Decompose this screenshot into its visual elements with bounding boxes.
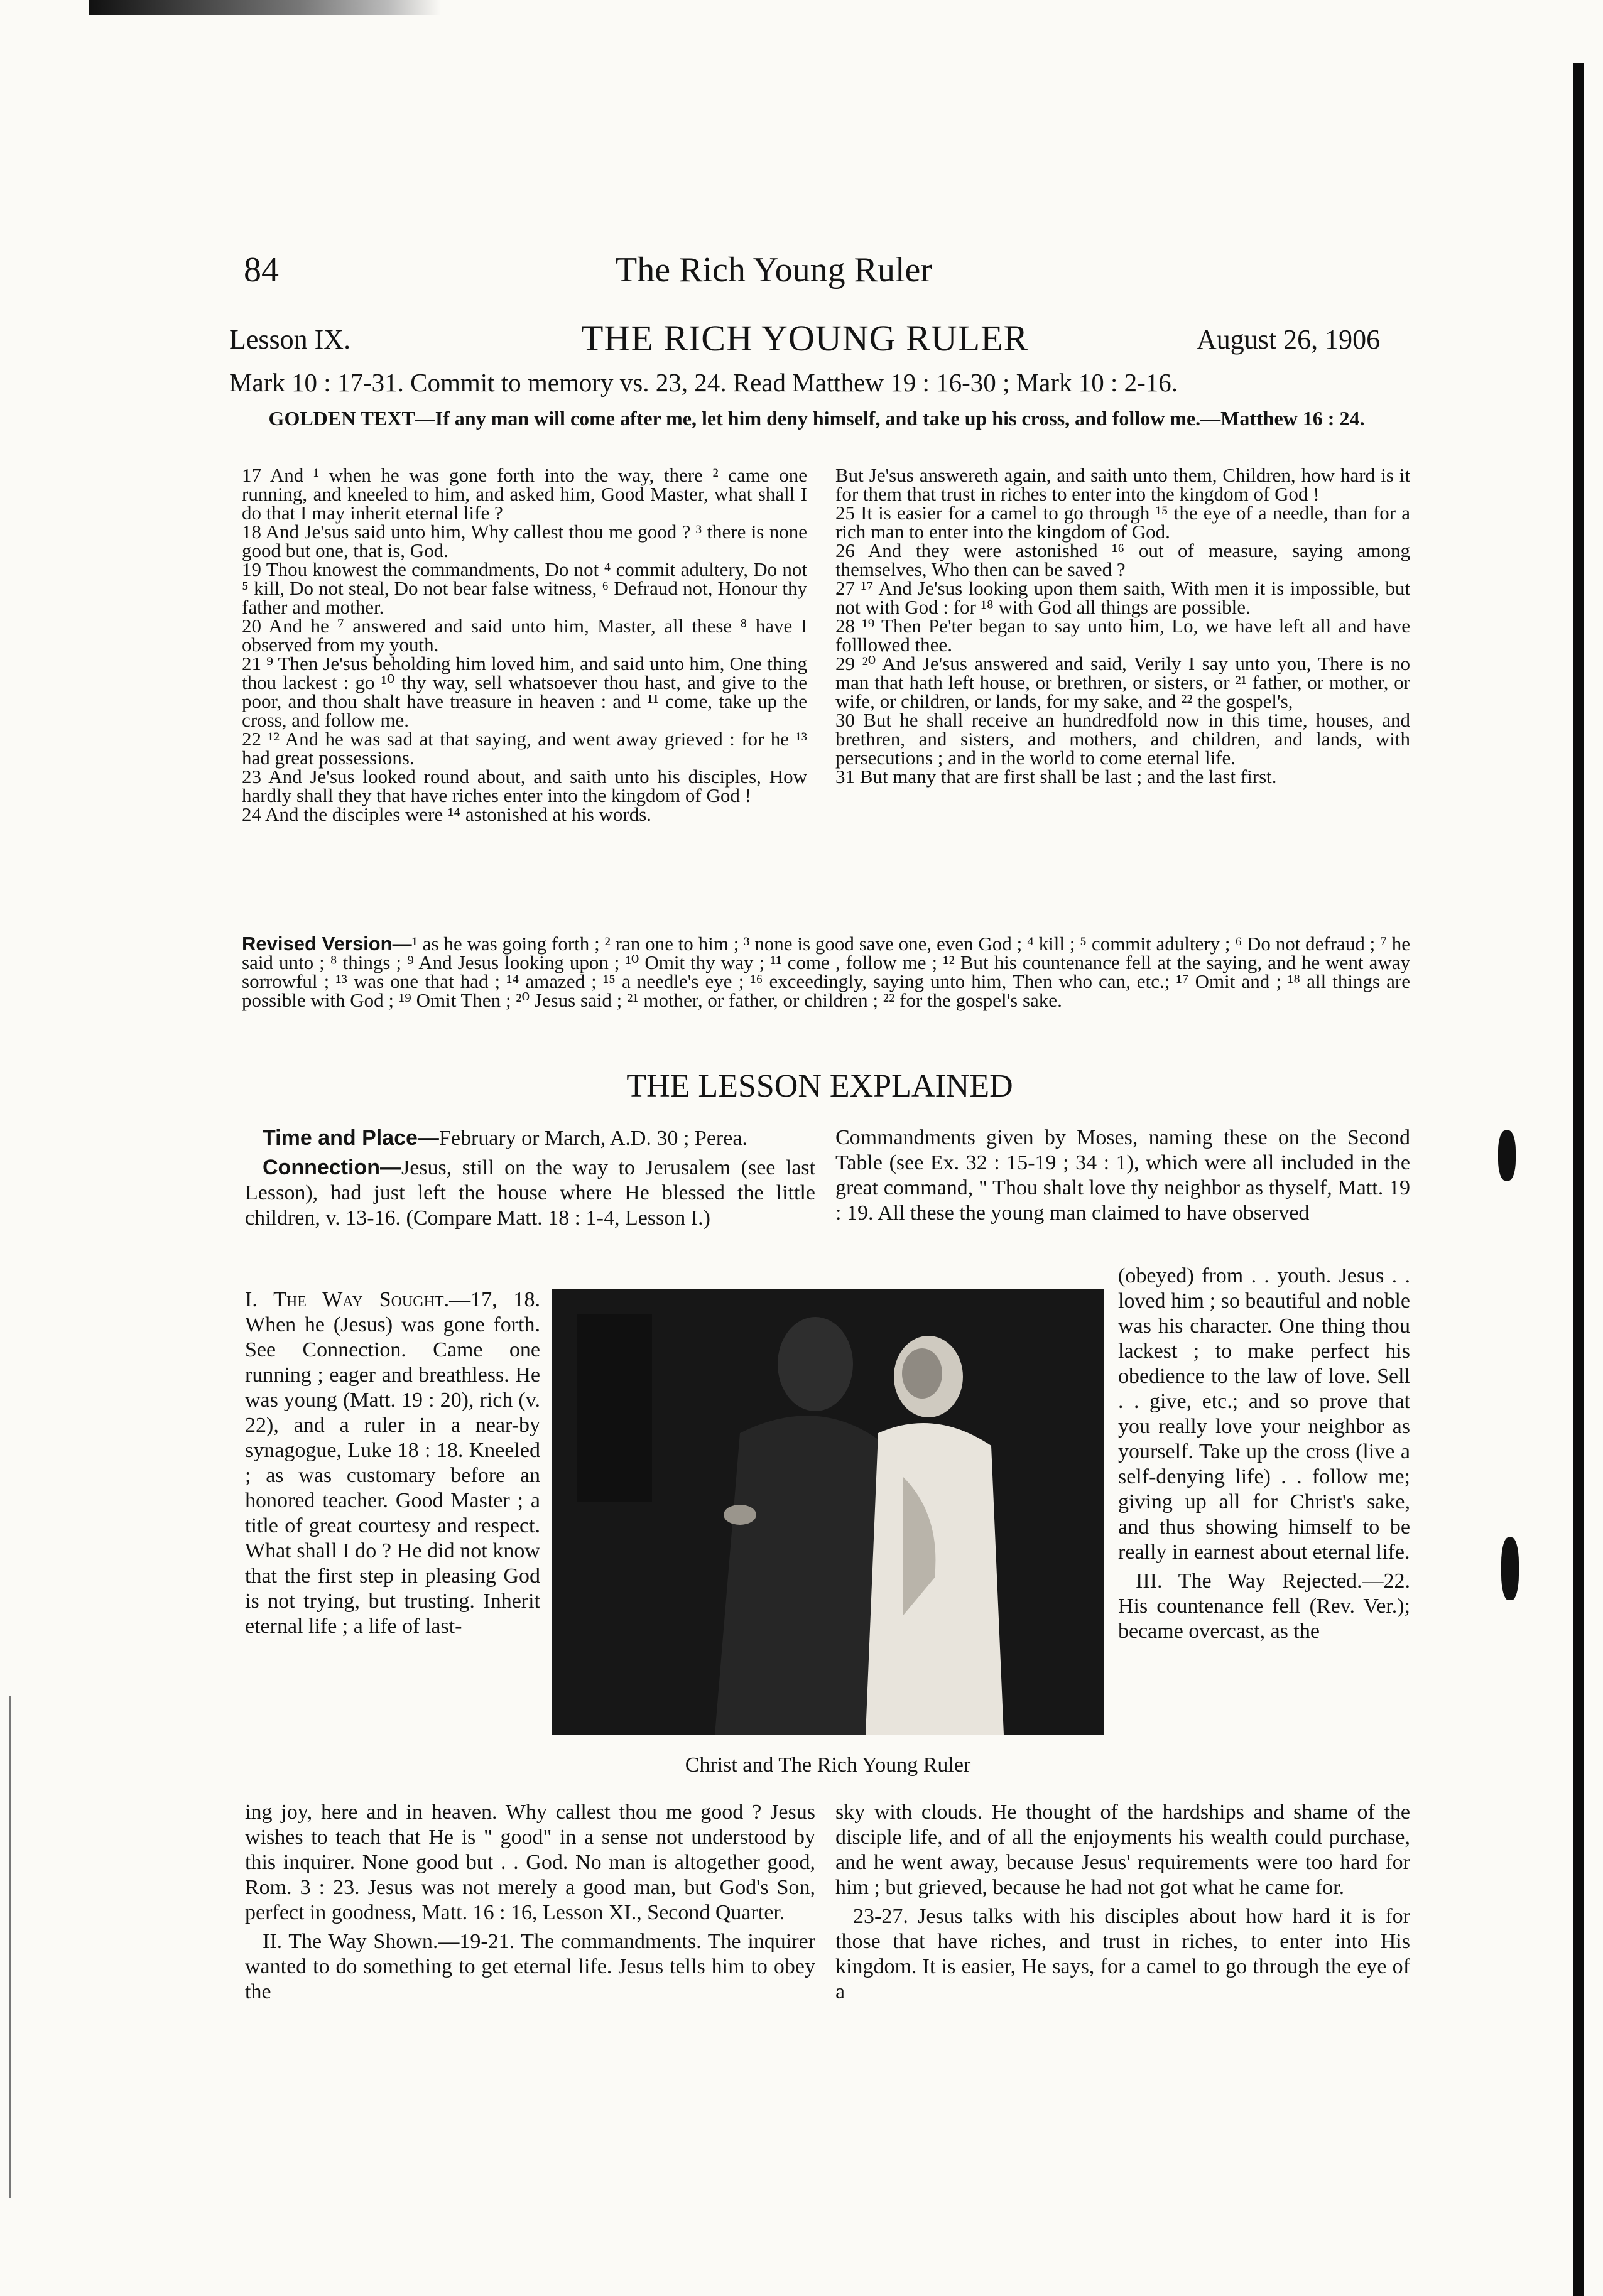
illustration	[552, 1289, 1104, 1735]
verse: 18 And Je'sus said unto him, Why callest thou me good ? ³ there is none good but one, that is, God.	[242, 521, 807, 561]
paragraph: Commandments given by Moses, naming these on the Second Table (see Ex. 32 : 15-19 ; 34 : 1), which were all included in the great command, " Thou shalt love thy neighbor as thyself, Matt. 19 : 19. All these the young man claimed to have observed	[835, 1126, 1410, 1225]
run-in-heading: Time and Place—	[263, 1126, 439, 1150]
lesson-date: August 26, 1906	[1197, 324, 1381, 355]
paragraph: III. The Way Rejected.—22. His countenance fell (Rev. Ver.); became overcast, as the	[1118, 1569, 1410, 1643]
paragraph: ing joy, here and in heaven. Why callest thou me good ? Jesus wishes to teach that He is " good" in a sense not understood by this inquirer. None good but . . God. No man is altogether good, Rom. 3 : 23. Jesus was not merely a good man, but God's Son, perfect in goodness, Matt. 16 : 16, Lesson XI., Second Quarter.	[245, 1801, 815, 1924]
paragraph: (obeyed) from . . youth. Jesus . . loved him ; so beautiful and noble was his character. One thing thou lackest ; to make perfect his obedience to the law of love. Sell . . give, etc.; and so prove that you really love your neighbor as yourself. Take up the cross (live a self-denying life) . . follow me; giving up all for Christ's sake, and thus showing himself to be really in earnest about eternal life.	[1118, 1264, 1410, 1564]
verse: But Je'sus answereth again, and saith unto them, Children, how hard is it for them that trust in riches to enter into the kingdom of God !	[835, 464, 1410, 505]
page-edge-rule-left	[9, 1696, 11, 2198]
lesson-title: THE RICH YOUNG RULER	[581, 318, 1029, 359]
illustration-caption: Christ and The Rich Young Ruler	[685, 1753, 971, 1777]
scan-artifact-bar	[89, 0, 441, 15]
ink-blot	[1498, 1130, 1516, 1181]
illustration-picture	[552, 1289, 1104, 1735]
verse: 31 But many that are first shall be last ; and the last first.	[835, 766, 1277, 788]
verse: 22 ¹² And he was sad at that saying, and went away grieved : for he ¹³ had great possessions.	[242, 728, 807, 769]
run-in-heading: Connection—	[263, 1156, 401, 1179]
explanation-left-top	[245, 1125, 815, 1235]
verse: 17 And ¹ when he was gone forth into the way, there ² came one running, and kneeled to him, and asked him, Good Master, what shall I do that I may inherit eternal life ?	[242, 464, 807, 524]
lesson-label: Lesson IX.	[229, 324, 351, 355]
ink-blot	[1501, 1537, 1519, 1600]
verses-left-column	[242, 466, 807, 824]
golden-text: GOLDEN TEXT—If any man will come after me, let him deny himself, and take up his cross, and follow me.—Matthew 16 : 24.	[268, 407, 1365, 430]
scripture-reference: Mark 10 : 17-31. Commit to memory vs. 23, 24. Read Matthew 19 : 16-30 ; Mark 10 : 2-16.	[229, 368, 1178, 397]
revised-version-notes	[242, 934, 1410, 1010]
paragraph: Time and Place—February or March, A.D. 30 ; Perea.	[263, 1126, 747, 1150]
paragraph: 23-27. Jesus talks with his disciples about how hard it is for those that have riches, and trust in riches, to enter into His kingdom. It is easier, He says, for a camel to go through the eye of a	[835, 1905, 1410, 2003]
verse: 21 ⁹ Then Je'sus beholding him loved him, and said unto him, One thing thou lackest : go ¹⁰ thy way, sell whatsoever thou hast, and give to the poor, and thou shalt have treasure in heaven : and ¹¹ come, take up the cross, and follow me.	[242, 653, 807, 731]
explanation-left-narrow	[245, 1287, 540, 1643]
explanation-left-bottom	[245, 1800, 815, 2008]
revised-version-text: ¹ as he was going forth ; ² ran one to him ; ³ none is good save one, even God ; ⁴ kill ; ⁵ commit adultery ; ⁶ Do not defraud ; ⁷ he said unto ; ⁸ things ; ⁹ And Jesus looking upon ; ¹⁰ Omit thy way ; ¹¹ come , follow me ; ¹² But his countenance fell at the saying, and he went away sorrowful ; ¹³ was one that had ; ¹⁴ amazed ; ¹⁵ a needle's eye ; ¹⁶ exceedingly, saying unto him, Then who can, etc.; ¹⁷ Omit and ; ¹⁸ all things are possible with God ; ¹⁹ Omit Then ; ²⁰ Jesus said ; ²¹ mother, or father, or children ; ²² for the gospel's sake.	[242, 933, 1411, 1011]
revised-version-label: Revised Version—	[242, 933, 412, 955]
verses-right-column	[835, 466, 1410, 786]
page-number: 84	[244, 251, 279, 290]
section-ref: —17, 18.	[449, 1288, 540, 1311]
explanation-right-narrow	[1118, 1264, 1410, 1648]
running-title: The Rich Young Ruler	[616, 251, 932, 290]
verse: 20 And he ⁷ answered and said unto him, Master, all these ⁸ have I observed from my youth.	[242, 615, 807, 656]
page-edge-rule	[1573, 63, 1584, 2296]
verse: 23 And Je'sus looked round about, and saith unto his disciples, How hardly shall they that have riches enter into the kingdom of God !	[242, 766, 807, 806]
explanation-right-top	[835, 1125, 1410, 1230]
verse: 19 Thou knowest the commandments, Do not ⁴ commit adultery, Do not ⁵ kill, Do not steal, Do not bear false witness, ⁶ Defraud not, Honour thy father and mother.	[242, 558, 807, 618]
paragraph: I. The Way Sought.—17, 18. When he (Jesus) was gone forth. See Connection. Came one running ; eager and breathless. He was young (Matt. 19 : 20), rich (v. 22), and a ruler in a near-by synagogue, Luke 18 : 18. Kneeled ; as was customary before an honored teacher. Good Master ; a title of great courtesy and respect. What shall I do ? He did not know that the first step in pleasing God is not trying, but trusting. Inherit eternal life ; a life of last-	[245, 1288, 540, 1638]
verse: 25 It is easier for a camel to go through ¹⁵ the eye of a needle, than for a rich man to enter into the kingdom of God.	[835, 502, 1410, 543]
verse: 27 ¹⁷ And Je'sus looking upon them saith, With men it is impossible, but not with God : for ¹⁸ with God all things are possible.	[835, 577, 1410, 618]
paragraph: sky with clouds. He thought of the hardships and shame of the disciple life, and of all the enjoyments his wealth could purchase, and he went away, because Jesus' requirements were too hard for him ; but grieved, because he had not got what he came for.	[835, 1801, 1410, 1899]
verse: 28 ¹⁹ Then Pe'ter began to say unto him, Lo, we have left all and have folllowed thee.	[835, 615, 1410, 656]
verse: 26 And they were astonished ¹⁶ out of measure, saying among themselves, Who then can be saved ?	[835, 539, 1410, 580]
paragraph: Connection—Jesus, still on the way to Jerusalem (see last Lesson), had just left the house where He blessed the little children, v. 13-16. (Compare Matt. 18 : 1-4, Lesson I.)	[245, 1156, 815, 1230]
section-heading: I. The Way Sought.	[245, 1288, 450, 1311]
explanation-right-bottom	[835, 1800, 1410, 2008]
lesson-explained-heading: THE LESSON EXPLAINED	[626, 1068, 1013, 1104]
verse: 30 But he shall receive an hundredfold now in this time, houses, and brethren, and sisters, and mothers, and children, and lands, with persecutions ; and in the world to come eternal life.	[835, 709, 1410, 769]
verse: 24 And the disciples were ¹⁴ astonished at his words.	[242, 803, 652, 825]
paragraph: II. The Way Shown.—19-21. The commandments. The inquirer wanted to do something to get eternal life. Jesus tells him to obey the	[245, 1930, 815, 2003]
verse: 29 ²⁰ And Je'sus answered and said, Verily I say unto you, There is no man that hath left house, or brethren, or sisters, or ²¹ father, or mother, or wife, or children, or lands, for my sake, and ²² the gospel's,	[835, 653, 1410, 712]
